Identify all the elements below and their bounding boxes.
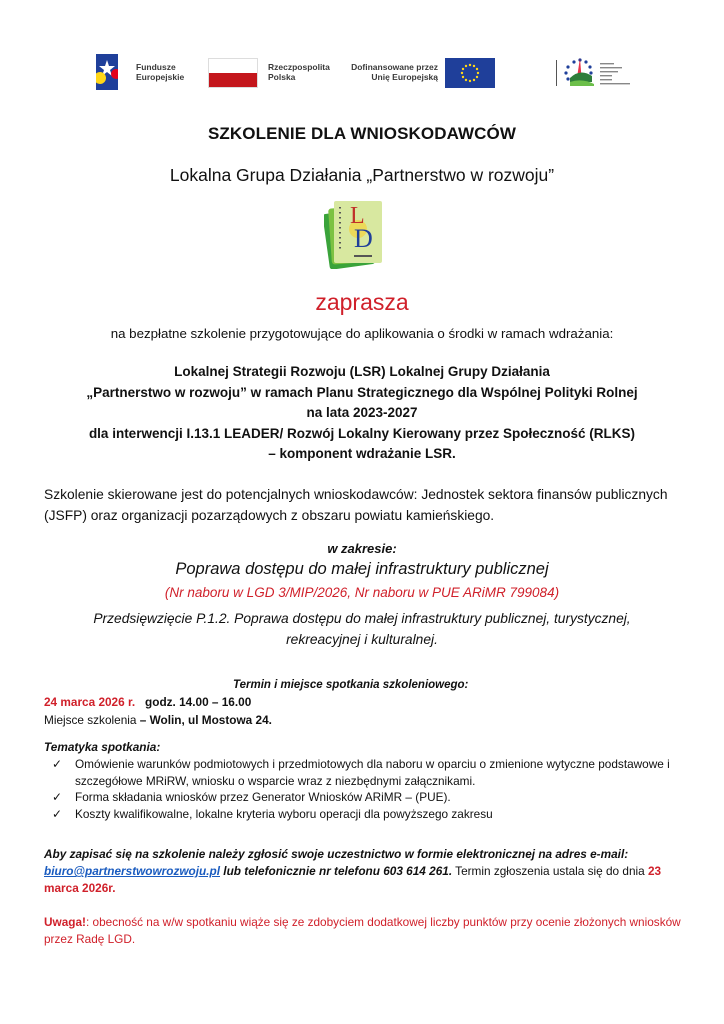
target-audience-text: Szkolenie skierowane jest do potencjalnych wnioskodawców: Jednostek sektora finansów publicznych (JSFP) oraz organizacji pozarządowych z obszaru powiatu kamieńskiego.	[44, 487, 668, 523]
polish-flag-icon	[208, 58, 258, 88]
signup-info	[44, 846, 684, 897]
strategy-line: – komponent wdrażanie LSR.	[268, 446, 456, 461]
eu-flag-icon	[445, 58, 495, 88]
page-title: SZKOLENIE DLA WNIOSKODAWCÓW	[207, 124, 517, 143]
dofinansowane-line2: Unię Europejską	[371, 72, 438, 82]
dofinansowane-text	[343, 62, 438, 82]
strategy-line: „Partnerstwo w rozwoju” w ramach Planu Strategicznego dla Wspólnej Polityki Rolnej	[86, 384, 638, 400]
strategy-block	[0, 362, 724, 465]
email-link[interactable]: biuro@partnerstwowrozwoju.pl	[44, 864, 221, 878]
topics-heading: Tematyka spotkania:	[44, 740, 161, 754]
fundusze-line1: Fundusze	[136, 62, 176, 72]
checkmark-icon: ✓	[52, 806, 62, 821]
signup-deadline-date: 23 marca 2026r.	[44, 864, 662, 895]
signup-intro: Aby zapisać się na szkolenie należy zgłosić swoje uczestnictwo w formie elektronicznej na adres e-mail:	[44, 847, 629, 861]
topic-item	[52, 806, 712, 823]
warning-text: : obecność na w/w spotkaniu wiąże się ze zdobyciem dodatkowej liczby punktów przy ocenie złożonych wniosków przez Radę LGD.	[44, 915, 681, 946]
strategy-line: na lata 2023-2027	[306, 405, 418, 420]
meeting-date: 24 marca 2026 r.	[44, 695, 136, 709]
fundusze-europejskie-text	[136, 62, 184, 82]
topic-text: Koszty kwalifikowalne, lokalne kryteria wyboru operacji dla powyższego zakresu	[75, 806, 493, 821]
scope-przedsiewziecie	[0, 608, 724, 650]
invite-word: zaprasza	[315, 289, 409, 315]
ksow-network-logo-icon	[556, 54, 646, 94]
meeting-heading: Termin i miejsce spotkania szkoleniowego:	[233, 679, 469, 691]
warning-note	[44, 914, 684, 948]
fundusze-line2: Europejskie	[136, 72, 185, 82]
svg-text:D: D	[354, 224, 373, 253]
funding-logo-bar	[88, 48, 648, 98]
lgd-partnerstwo-logo-icon	[324, 197, 384, 269]
checkmark-icon: ✓	[52, 790, 62, 804]
scope-nabor-numbers: (Nr naboru w LGD 3/MIP/2026, Nr naboru w PUE ARiMR 799084)	[164, 585, 560, 600]
przedsiewziecie-line1: Przedsięwzięcie P.1.2. Poprawa dostępu do małej infrastruktury publicznej, turystycznej,	[93, 611, 631, 626]
scope-title: Poprawa dostępu do małej infrastruktury publicznej	[175, 560, 549, 578]
topics-list	[52, 756, 712, 822]
rzeczpospolita-line1: Rzeczpospolita	[268, 62, 330, 72]
topic-item	[52, 756, 712, 789]
meeting-date-line	[44, 695, 251, 709]
strategy-line: dla interwencji I.13.1 LEADER/ Rozwój Lokalny Kierowany przez Społeczność (RLKS)	[88, 425, 636, 441]
meeting-place-value: – Wolin, ul Mostowa 24.	[139, 713, 272, 727]
topic-text: Forma składania wniosków przez Generator Wniosków ARiMR – (PUE).	[75, 790, 451, 804]
scope-label: w zakresie:	[327, 541, 397, 556]
topic-item	[52, 789, 712, 806]
invite-intro: na bezpłatne szkolenie przygotowujące do aplikowania o środki w ramach wdrażania:	[110, 326, 614, 341]
dofinansowane-line1: Dofinansowane przez	[351, 62, 438, 72]
checkmark-icon: ✓	[52, 757, 62, 771]
svg-text:L: L	[350, 203, 365, 229]
signup-phone: lub telefonicznie nr telefonu 603 614 261.	[220, 864, 453, 878]
signup-deadline-text: Termin zgłoszenia ustala się do dnia	[452, 864, 648, 878]
rzeczpospolita-polska-text	[268, 62, 330, 82]
strategy-line: Lokalnej Strategii Rozwoju (LSR) Lokalnej Grupy Działania	[174, 364, 550, 379]
warning-label: Uwaga!	[44, 915, 86, 929]
meeting-place-label: Miejsce szkolenia	[44, 713, 137, 727]
meeting-time: godz. 14.00 – 16.00	[145, 695, 252, 709]
fundusze-europejskie-logo-icon	[96, 54, 118, 90]
topic-text: Omówienie warunków podmiotowych i przedmiotowych dla naboru w oparciu o zmienione wytyczne podstawowe i szczegółowe MRiRW, wniosku o wsparcie wraz z niezbędnymi załącznikami.	[75, 757, 670, 788]
przedsiewziecie-line2: rekreacyjnej i kulturalnej.	[286, 632, 438, 647]
rzeczpospolita-line2: Polska	[268, 72, 296, 82]
page-subtitle: Lokalna Grupa Działania „Partnerstwo w rozwoju”	[169, 165, 555, 185]
meeting-place-line	[44, 713, 272, 727]
